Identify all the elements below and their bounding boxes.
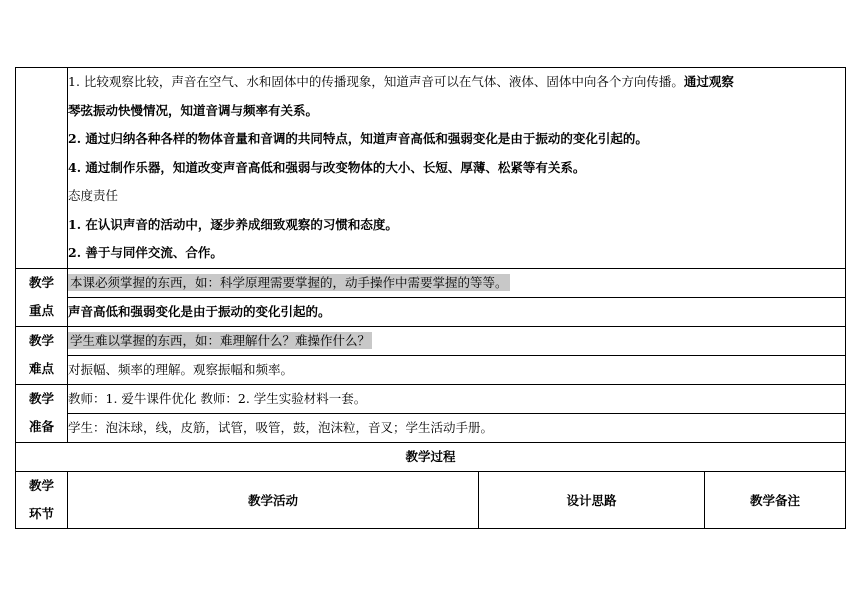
preparation-label [16, 384, 68, 442]
preparation-teacher: 教师：1. 爱牛课件优化 教师：2. 学生实验材料一套。 [68, 385, 845, 414]
preparation-student: 学生：泡沫球，线，皮筋，试管，吸管，鼓，泡沫粒，音叉；学生活动手册。 [68, 419, 494, 435]
key-points-label-2: 重点 [28, 303, 54, 318]
difficulties-hint: 学生难以掌握的东西，如：难理解什么？难操作什么？ [70, 332, 371, 348]
preparation-label-2: 准备 [28, 419, 54, 434]
preparation-label-1: 教学 [28, 391, 54, 406]
objectives-content-cell [68, 68, 846, 269]
objective-line-4: 4. 通过制作乐器，知道改变声音高低和强弱与改变物体的大小、长短、厚薄、松紧等有关系。 [68, 159, 586, 175]
process-col-stage-1: 教学 [28, 477, 54, 493]
process-title: 教学过程 [16, 442, 846, 471]
preparation-row [16, 384, 846, 442]
key-points-content [68, 268, 846, 326]
process-title-row [16, 442, 846, 471]
process-col-stage [16, 471, 68, 528]
objective-line-1-bold: 通过观察 [683, 74, 734, 89]
difficulties-label-2: 难点 [28, 361, 54, 376]
difficulties-label-1: 教学 [28, 333, 54, 348]
process-col-activity: 教学活动 [68, 471, 479, 528]
objective-heading-attitude: 态度责任 [68, 188, 119, 203]
difficulties-text: 对振幅、频率的理解。观察振幅和频率。 [68, 361, 294, 377]
key-points-text: 声音高低和强弱变化是由于振动的变化引起的。 [68, 303, 331, 319]
process-col-notes: 教学备注 [705, 471, 846, 528]
difficulties-row [16, 326, 846, 384]
difficulties-content [68, 326, 846, 384]
objectives-label-cell [16, 68, 68, 269]
objective-line-1-text: 1. 比较观察比较，声音在空气、水和固体中的传播现象，知道声音可以在气体、液体、固体中向各个方向传播。 [68, 74, 684, 89]
objective-line-3: 2. 通过归纳各种各样的物体音量和音调的共同特点，知道声音高低和强弱变化是由于振动的变化引起的。 [68, 131, 648, 146]
key-points-hint-line [68, 269, 845, 298]
lesson-plan-document [15, 67, 845, 529]
key-points-row [16, 268, 846, 326]
objective-line-7: 2. 善于与同伴交流、合作。 [68, 245, 223, 260]
key-points-label-1: 教学 [28, 275, 54, 290]
key-points-label [16, 268, 68, 326]
difficulties-label [16, 326, 68, 384]
process-header-row [16, 471, 846, 528]
process-col-design: 设计思路 [479, 471, 705, 528]
key-points-hint: 本课必须掌握的东西，如：科学原理需要掌握的，动手操作中需要掌握的等等。 [70, 274, 508, 290]
difficulties-hint-line [68, 327, 845, 356]
process-col-stage-2: 环节 [28, 505, 54, 521]
objective-line-1 [68, 68, 845, 97]
objective-line-2: 琴弦振动快慢情况，知道音调与频率有关系。 [68, 102, 319, 118]
preparation-content [68, 384, 846, 442]
objectives-row [16, 68, 846, 269]
lesson-plan-table [15, 67, 846, 529]
objective-line-6: 1. 在认识声音的活动中，逐步养成细致观察的习惯和态度。 [68, 216, 398, 232]
